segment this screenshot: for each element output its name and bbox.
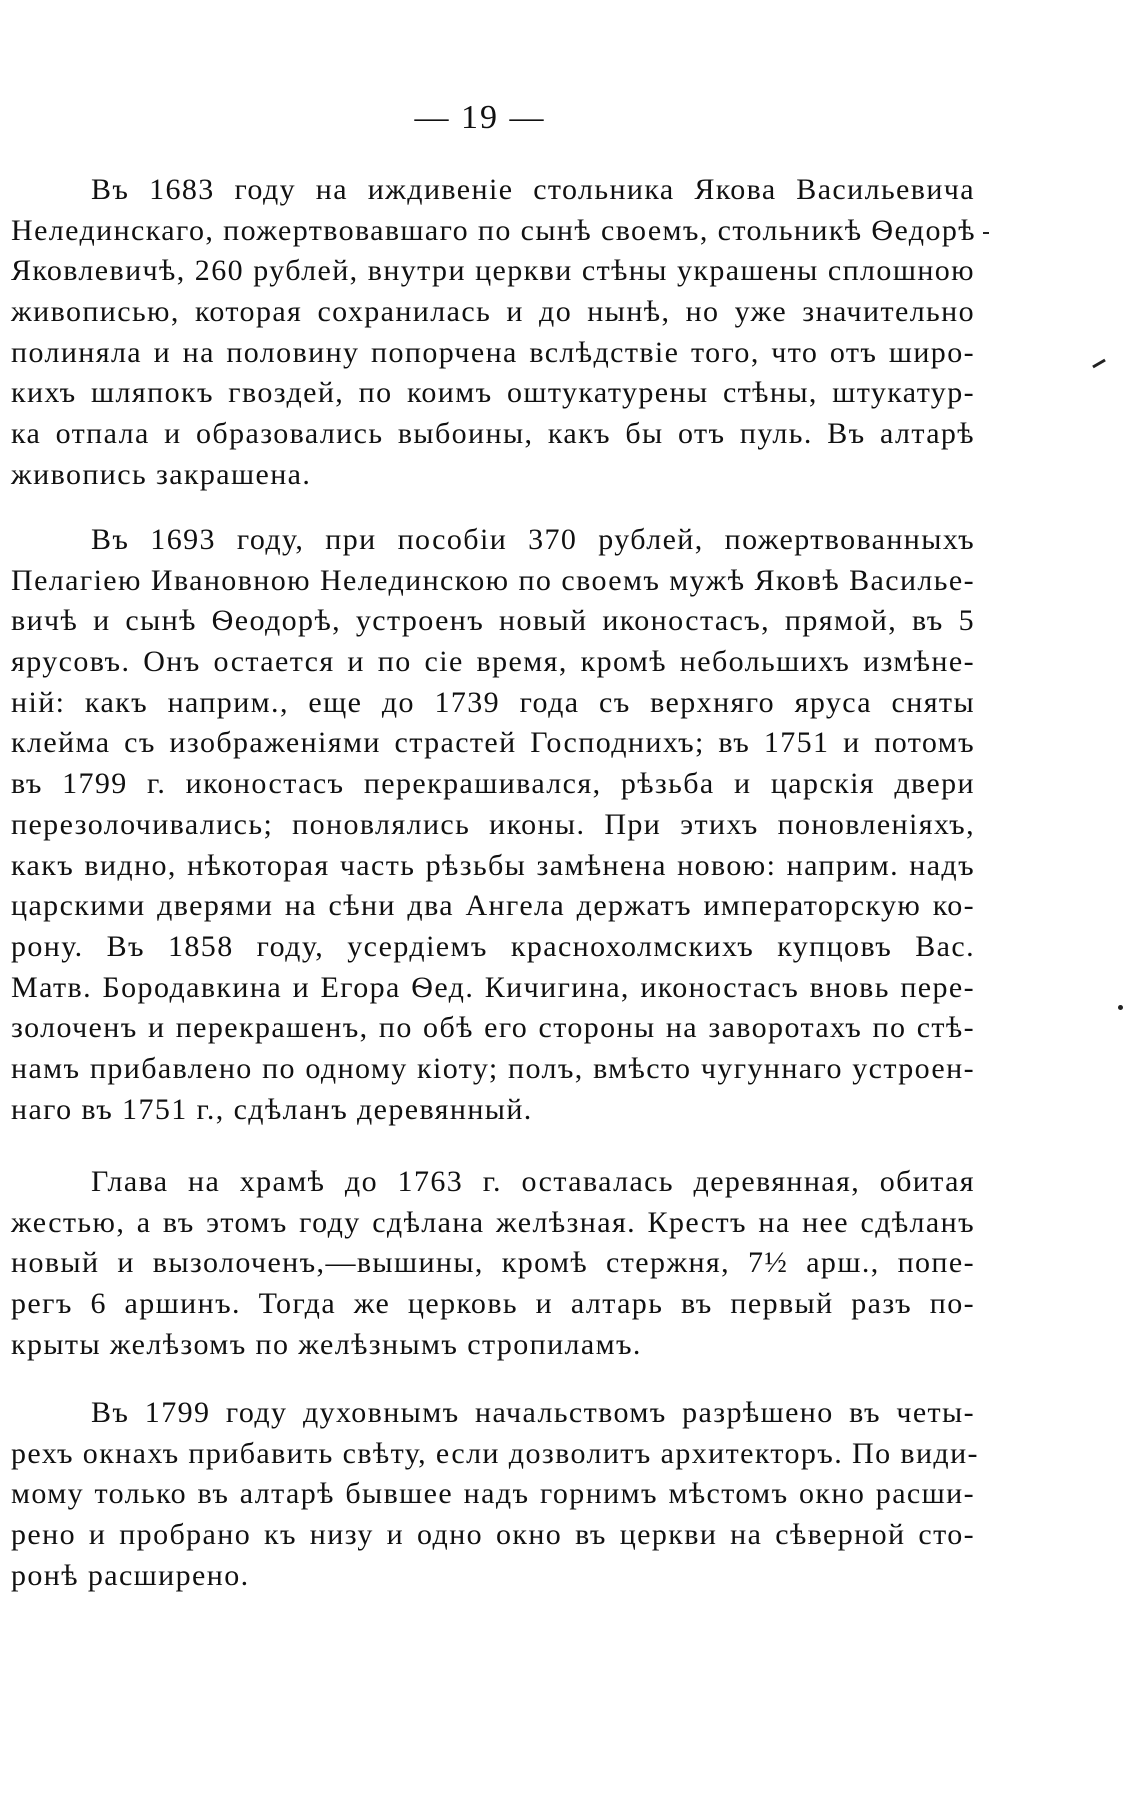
scan-speck [1118, 1005, 1123, 1010]
text-line: Нелединскаго, пожертвовавшаго по сынѣ своемъ, стольникѣ Ѳедорѣ [11, 213, 976, 247]
text-line: наго въ 1751 г., сдѣланъ деревянный. [11, 1092, 533, 1126]
text-line: жестью, а въ этомъ году сдѣлана желѣзная. Крестъ на нее сдѣланъ [11, 1205, 975, 1239]
text-line: намъ прибавлено по одному кіоту; полъ, вмѣсто чугуннаго устроен- [11, 1051, 975, 1085]
text-line: полиняла и на половину попорчена вслѣдствіе того, что отъ широ- [11, 335, 975, 369]
text-line: ній: какъ наприм., еще до 1739 года съ верхняго яруса сняты [11, 685, 975, 719]
page-number: — 19 — [414, 99, 546, 136]
text-line: рено и пробрано къ низу и одно окно въ церкви на сѣверной сто- [11, 1518, 975, 1552]
text-line: какъ видно, нѣкоторая часть рѣзьбы замѣнена новою: наприм. надъ [11, 848, 975, 882]
text-line: ярусовъ. Онъ остается и по сіе время, кромѣ небольшихъ измѣне- [11, 645, 975, 679]
scan-speck [1092, 359, 1106, 369]
text-line: рону. Въ 1858 году, усердіемъ краснохолмскихъ купцовъ Вас. [11, 929, 975, 963]
text-line: Въ 1693 году, при пособіи 370 рублей, пожертвованныхъ [91, 523, 975, 556]
text-line: ронѣ расширено. [11, 1558, 250, 1592]
text-line: перезолочивались; поновлялись иконы. При этихъ поновленіяхъ, [11, 807, 975, 841]
text-line: Пелагіею Ивановною Нелединскою по своемъ мужѣ Яковѣ Василье- [11, 563, 975, 597]
text-line: клейма съ изображеніями страстей Господнихъ; въ 1751 и потомъ [11, 726, 975, 760]
text-line: вичѣ и сынѣ Ѳеодорѣ, устроенъ новый иконостасъ, прямой, въ 5 [11, 604, 975, 638]
text-line: живопись закрашена. [11, 457, 312, 491]
text-line: регъ 6 аршинъ. Тогда же церковь и алтарь въ первый разъ по- [11, 1287, 975, 1321]
text-line: Глава на храмѣ до 1763 г. оставалась деревянная, обитая [91, 1165, 975, 1198]
text-line: рехъ окнахъ прибавить свѣту, если дозволитъ архитекторъ. По види- [11, 1436, 979, 1470]
text-line: царскими дверями на сѣни два Ангела держатъ императорскую ко- [11, 889, 975, 923]
text-line: золоченъ и перекрашенъ, по обѣ его стороны на заворотахъ по стѣ- [11, 1011, 975, 1045]
text-line: мому только въ алтарѣ бывшее надъ горнимъ мѣстомъ окно расши- [11, 1477, 975, 1511]
paragraph-1683 [11, 170, 975, 496]
paragraph-1799 [11, 1393, 979, 1596]
text-line: ка отпала и образовались выбоины, какъ бы отъ пуль. Въ алтарѣ [11, 417, 975, 451]
paragraph-1693 [11, 520, 975, 1130]
paragraph-1763 [11, 1162, 975, 1365]
text-line: новый и вызолоченъ,—вышины, кромѣ стержня, 7½ арш., попе- [11, 1246, 975, 1280]
text-line: въ 1799 г. иконостасъ перекрашивался, рѣзьба и царскія двери [11, 767, 975, 801]
text-line: Яковлевичѣ, 260 рублей, внутри церкви стѣны украшены сплошною [11, 254, 975, 288]
text-line: Въ 1799 году духовнымъ начальствомъ разрѣшено въ четы- [91, 1396, 975, 1429]
text-line: кихъ шляпокъ гвоздей, по коимъ оштукатурены стѣны, штукатур- [11, 376, 975, 410]
scan-speck [983, 232, 989, 234]
text-line: Въ 1683 году на иждивеніе стольника Якова Васильевича [91, 173, 975, 206]
text-line: живописью, которая сохранилась и до нынѣ, но уже значительно [11, 295, 975, 329]
text-line: Матв. Бородавкина и Егора Ѳед. Кичигина, иконостасъ вновь пере- [11, 970, 975, 1004]
text-line: крыты желѣзомъ по желѣзнымъ стропиламъ. [11, 1327, 642, 1361]
